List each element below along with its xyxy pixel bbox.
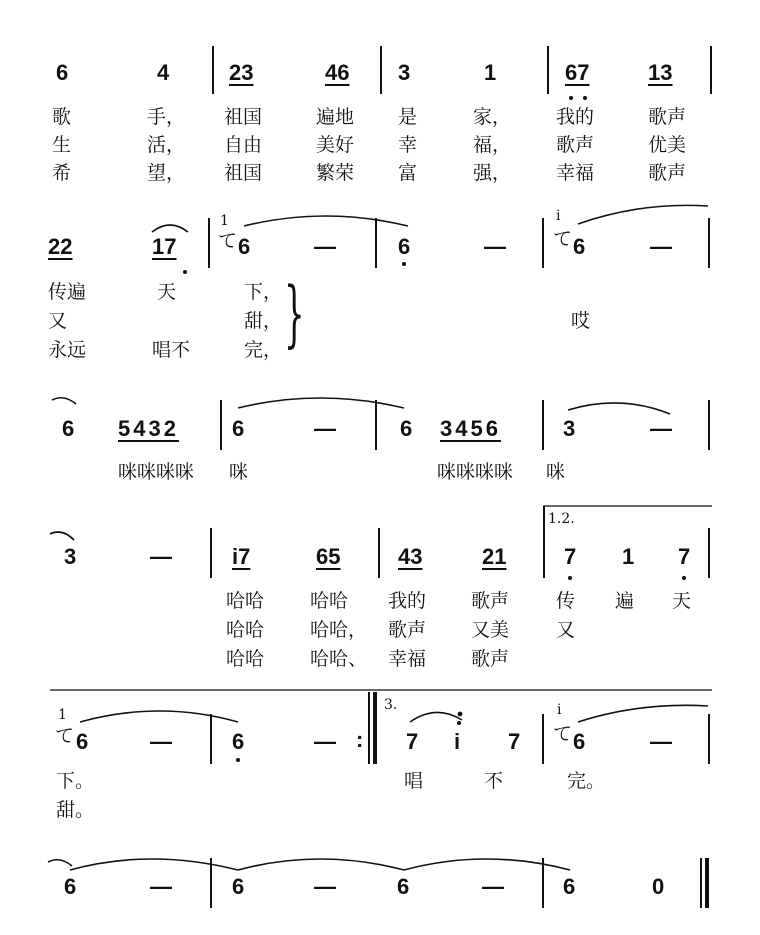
dash: — bbox=[150, 874, 172, 899]
lyric: 哈哈 bbox=[226, 648, 265, 670]
lyric: 优美 bbox=[648, 134, 687, 156]
lyric: 是 bbox=[398, 106, 418, 128]
breath-mark: て bbox=[218, 230, 238, 252]
lyric: 咪咪咪咪 bbox=[118, 461, 195, 483]
note-group: 17 bbox=[152, 234, 177, 259]
note: 4 bbox=[157, 60, 170, 85]
lyric: 我的 bbox=[388, 590, 427, 612]
lyric: 咪咪咪咪 bbox=[437, 461, 514, 483]
note: 6 bbox=[573, 729, 586, 754]
lyric: 富 bbox=[398, 162, 418, 184]
tie bbox=[50, 532, 74, 540]
note: 6 bbox=[573, 234, 586, 259]
lyric: 咪 bbox=[229, 461, 249, 483]
note: 7 bbox=[564, 544, 577, 569]
lyric: 哈哈 bbox=[226, 590, 265, 612]
breath-mark: て bbox=[553, 723, 573, 745]
volta-label: 3. bbox=[384, 697, 398, 713]
note-group: 23 bbox=[229, 60, 254, 85]
lyric: 繁荣 bbox=[316, 162, 355, 184]
tie bbox=[578, 705, 708, 722]
tie bbox=[568, 403, 670, 414]
lyric: 下， bbox=[244, 281, 283, 303]
note-group: 46 bbox=[325, 60, 350, 85]
note-group: 43 bbox=[398, 544, 423, 569]
lyric: 咪 bbox=[546, 461, 566, 483]
lyric: 祖国 bbox=[224, 106, 263, 128]
lyric: 遍 bbox=[615, 590, 635, 612]
note: 6 bbox=[232, 874, 245, 899]
lyric: 希 bbox=[52, 162, 72, 184]
dash: — bbox=[650, 416, 672, 441]
lyric: 歌 bbox=[52, 106, 72, 128]
note: 6 bbox=[397, 874, 410, 899]
note: 6 bbox=[400, 416, 413, 441]
dash: — bbox=[484, 234, 506, 259]
note-group: 13 bbox=[648, 60, 673, 85]
rest: 0 bbox=[652, 874, 665, 899]
tie bbox=[244, 216, 408, 226]
note: 6 bbox=[232, 416, 245, 441]
dash: — bbox=[150, 544, 172, 569]
lyric: 祖国 bbox=[224, 162, 263, 184]
tie bbox=[52, 398, 76, 404]
note: 6 bbox=[56, 60, 69, 85]
lyric: 幸福 bbox=[388, 648, 427, 670]
lyric: 又美 bbox=[471, 619, 510, 641]
note: 1 bbox=[622, 544, 635, 569]
note-group: 65 bbox=[316, 544, 341, 569]
note: 6 bbox=[76, 729, 89, 754]
tie bbox=[238, 398, 404, 408]
dash: — bbox=[150, 729, 172, 754]
note: 6 bbox=[563, 874, 576, 899]
lyric: 不 bbox=[484, 770, 504, 792]
lyric: 唱不 bbox=[152, 339, 191, 361]
lyric: 又 bbox=[556, 619, 576, 641]
lyric: 完。 bbox=[567, 770, 606, 792]
note-group: i7 bbox=[232, 544, 251, 569]
lyric: 传遍 bbox=[48, 281, 87, 303]
slur bbox=[410, 712, 462, 722]
lyric: 活， bbox=[147, 134, 186, 156]
dash: — bbox=[314, 416, 336, 441]
lyric: 望， bbox=[147, 162, 186, 184]
dash: — bbox=[314, 729, 336, 754]
note-group: 5432 bbox=[118, 416, 179, 441]
tie bbox=[80, 711, 238, 722]
note: 7 bbox=[678, 544, 691, 569]
repeat-dots: : bbox=[356, 727, 364, 752]
note: 6 bbox=[238, 234, 251, 259]
lyric: 哈哈、 bbox=[310, 648, 368, 670]
lyric: 歌声 bbox=[471, 648, 510, 670]
lyric: 永远 bbox=[48, 339, 87, 361]
tie bbox=[404, 859, 570, 870]
note-group: 21 bbox=[482, 544, 507, 569]
lyric: 下。 bbox=[56, 770, 95, 792]
lyric: 幸 bbox=[398, 134, 418, 156]
lyric: 唱 bbox=[404, 770, 424, 792]
note: 7 bbox=[406, 729, 419, 754]
lyric: 甜， bbox=[244, 310, 283, 332]
lyric: 哈哈， bbox=[310, 619, 368, 641]
breath-mark: て bbox=[55, 725, 75, 747]
octave-mark: 1 bbox=[58, 707, 67, 723]
octave-mark: i bbox=[557, 702, 562, 718]
lyric: 天 bbox=[672, 590, 692, 612]
lyric: 歌声 bbox=[556, 134, 595, 156]
tie bbox=[578, 205, 708, 224]
lyric: 遍地 bbox=[316, 106, 355, 128]
lyric: 手， bbox=[147, 106, 186, 128]
note-group: 22 bbox=[48, 234, 73, 259]
lyric: 传 bbox=[556, 590, 576, 612]
note: 3 bbox=[563, 416, 576, 441]
dash: — bbox=[482, 874, 504, 899]
dash: — bbox=[314, 234, 336, 259]
lyric: 歌声 bbox=[471, 590, 510, 612]
tie bbox=[70, 859, 238, 870]
lyric: 哎 bbox=[571, 310, 591, 332]
note: 1 bbox=[484, 60, 497, 85]
note: 7 bbox=[508, 729, 521, 754]
note: 6 bbox=[64, 874, 77, 899]
breath-mark: て bbox=[553, 228, 573, 250]
dash: — bbox=[650, 729, 672, 754]
tie bbox=[48, 860, 72, 866]
lyric: 我的 bbox=[556, 106, 595, 128]
dash: — bbox=[314, 874, 336, 899]
lyric: 福， bbox=[473, 134, 512, 156]
lyric: 完， bbox=[244, 339, 283, 361]
lyric: 甜。 bbox=[56, 799, 95, 821]
fermata-dot bbox=[458, 712, 462, 716]
lyric: 生 bbox=[52, 134, 72, 156]
dash: — bbox=[650, 234, 672, 259]
note: 6 bbox=[232, 729, 245, 754]
note: 3 bbox=[64, 544, 77, 569]
lyric: 家， bbox=[473, 106, 512, 128]
volta-label: 1.2. bbox=[548, 511, 575, 527]
lyric: 歌声 bbox=[648, 106, 687, 128]
lyric: 幸福 bbox=[556, 162, 595, 184]
lyric: 又 bbox=[48, 310, 68, 332]
lyric: 哈哈 bbox=[226, 619, 265, 641]
lyric-brace: } bbox=[284, 271, 305, 355]
lyric: 歌声 bbox=[648, 162, 687, 184]
slur bbox=[152, 225, 188, 232]
note: 3 bbox=[398, 60, 411, 85]
lyric: 美好 bbox=[316, 134, 355, 156]
tie bbox=[238, 859, 404, 870]
note-group: 67 bbox=[565, 60, 590, 85]
octave-mark: 1 bbox=[220, 213, 229, 229]
note-group: 3456 bbox=[440, 416, 501, 441]
note: 6 bbox=[62, 416, 75, 441]
note: i bbox=[454, 729, 461, 754]
lyric: 强， bbox=[473, 162, 512, 184]
lyric: 哈哈 bbox=[310, 590, 349, 612]
note: 6 bbox=[398, 234, 411, 259]
octave-mark: i bbox=[556, 208, 561, 224]
lyric: 歌声 bbox=[388, 619, 427, 641]
lyric: 自由 bbox=[224, 134, 263, 156]
lyric: 天 bbox=[157, 281, 177, 303]
